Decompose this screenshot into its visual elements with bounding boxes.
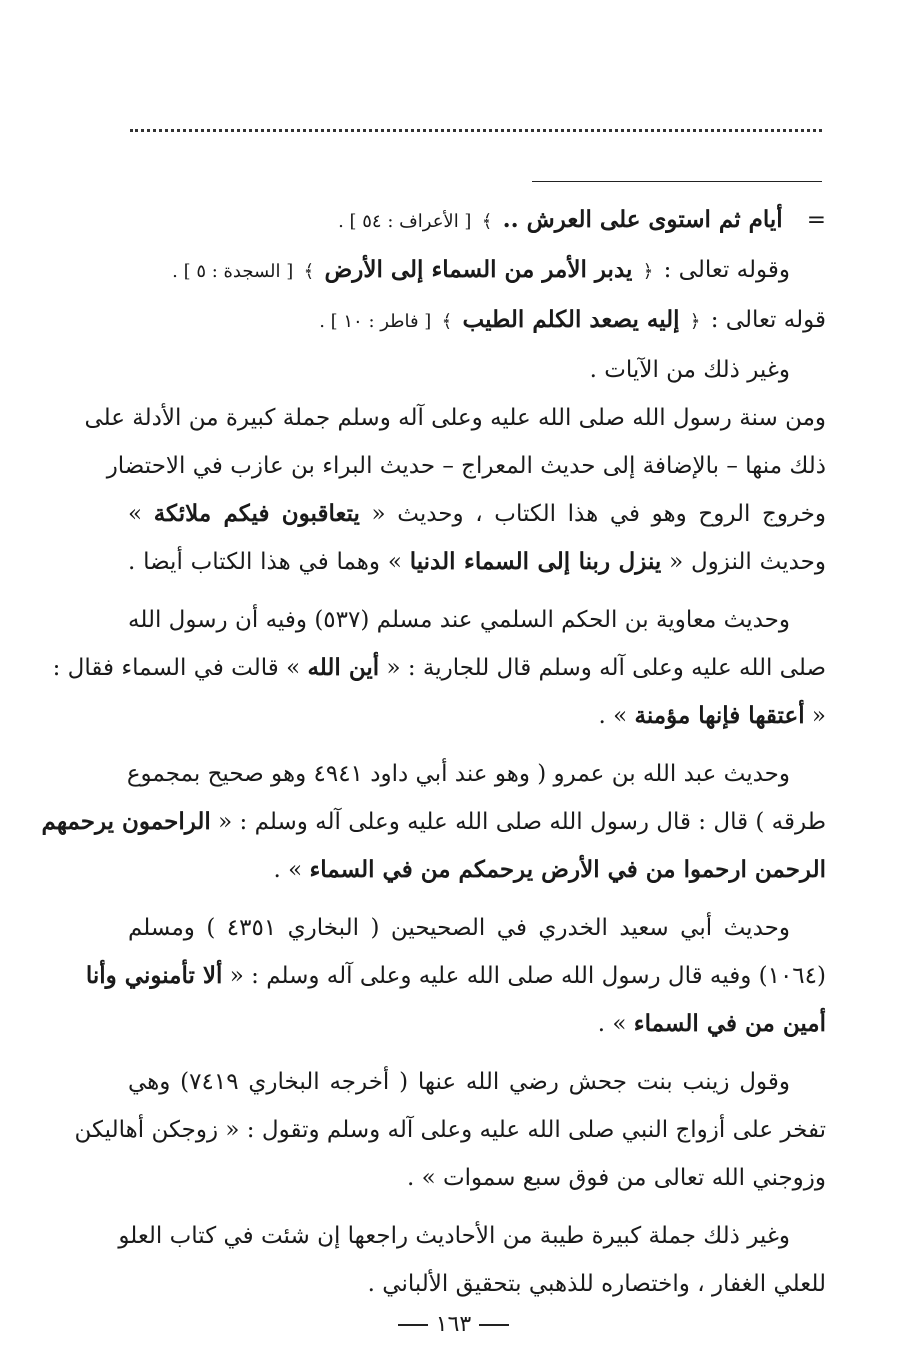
paragraph-zaynab-quote	[74, 1058, 826, 1202]
paragraph-muawiya-hadith	[52, 596, 826, 740]
quote-close: » .	[273, 857, 303, 883]
para3-line-2-end: » قالت في السماء فقال :	[52, 655, 301, 681]
paragraph-abu-said-hadith	[85, 904, 826, 1048]
quote-close: »	[128, 501, 143, 527]
verse-line-1	[128, 196, 826, 246]
paragraph-closing	[118, 1212, 826, 1308]
para6-line-3: وزوجني الله تعالى من فوق سبع سموات » .	[406, 1165, 826, 1191]
para5-line-2-text: (١٠٦٤) وفيه قال رسول الله صلى الله عليه وعلى آله وسلم : «	[229, 963, 826, 989]
para7-line-1: وغير ذلك جملة كبيرة طيبة من الأحاديث راجعها إن شئت في كتاب العلو	[118, 1223, 790, 1249]
ornate-bracket-close: ﴾	[441, 311, 453, 332]
paragraph-sunnah-evidence	[84, 394, 826, 586]
ornate-bracket-open: ﴿	[689, 311, 701, 332]
para2-line-4	[128, 538, 826, 586]
ornate-bracket-close: ﴾	[303, 261, 315, 282]
para3-line-1: وحديث معاوية بن الحكم السلمي عند مسلم (٥٣٧) وفيه أن رسول الله	[128, 607, 791, 633]
para3-line-2	[52, 644, 826, 692]
hadith-ayna-allah: أين الله	[307, 654, 380, 681]
hadith-nuzul: ينزل ربنا إلى السماء الدنيا	[409, 548, 662, 575]
verse-line-3	[128, 296, 826, 346]
quran-verses-block	[128, 196, 826, 394]
para2-line-2: ذلك منها – بالإضافة إلى حديث المعراج – حديث البراء بن عازب في الاحتضار	[106, 453, 826, 479]
paragraph-abdullah-hadith	[41, 750, 826, 894]
header-dotted-rule	[130, 129, 822, 132]
para7-line-2: للعلي الغفار ، واختصاره للذهبي بتحقيق الألباني .	[367, 1271, 826, 1297]
para5-line-3	[128, 1000, 826, 1048]
para5-line-1: وحديث أبي سعيد الخدري في الصحيحين ( البخاري ٤٣٥١ ) ومسلم	[128, 915, 790, 941]
hadith-rahimun-part2: الرحمن ارحموا من في الأرض يرحمكم من في السماء	[309, 856, 826, 883]
hadith-atiqha: أعتقها فإنها مؤمنة	[634, 702, 805, 729]
ornate-bracket-close: ﴾	[481, 211, 493, 232]
para3-line-3	[128, 692, 826, 740]
verse-text-sajda: يدبر الأمر من السماء إلى الأرض	[324, 256, 633, 283]
page-number-footer	[0, 1312, 907, 1337]
quote-open: «	[811, 703, 826, 729]
page-body	[41, 196, 826, 1318]
para2-line-4-end: » وهما في هذا الكتاب أيضا .	[128, 549, 402, 575]
para5-line-2	[85, 952, 826, 1000]
para6-line-1: وقول زينب بنت جحش رضي الله عنها ( أخرجه البخاري ٧٤١٩) وهي	[128, 1069, 790, 1095]
hadith-yataaqabun: يتعاقبون فيكم ملائكة	[153, 500, 360, 527]
quote-close: » .	[598, 703, 628, 729]
verse-intro-3: قوله تعالى :	[710, 307, 826, 333]
hadith-rahimun-part1: الراحمون يرحمهم	[41, 808, 211, 835]
continuation-mark: =	[806, 207, 826, 233]
hadith-ala-tamanuni-part2: أمين من في السماء	[633, 1010, 826, 1037]
page-number-dash-left	[398, 1324, 428, 1326]
quote-close: » .	[597, 1011, 627, 1037]
page-number-dash-right	[479, 1324, 509, 1326]
page-number: ١٦٣	[435, 1312, 472, 1337]
para4-line-2	[41, 798, 826, 846]
footnote-separator-rule	[532, 181, 822, 182]
verse-text-araf: أيام ثم استوى على العرش ..	[502, 206, 783, 233]
para2-line-4-text: وحديث النزول «	[669, 549, 826, 575]
para2-line-1: ومن سنة رسول الله صلى الله عليه وعلى آله وسلم جملة كبيرة من الأدلة على	[84, 405, 826, 431]
verse-intro-2: وقوله تعالى :	[663, 257, 790, 283]
hadith-ala-tamanuni-part1: ألا تأمنوني وأنا	[85, 962, 223, 989]
para4-line-1: وحديث عبد الله بن عمرو ( وهو عند أبي داود ٤٩٤١ وهو صحيح بمجموع	[126, 761, 790, 787]
para4-line-2-text: طرقه ) قال : قال رسول الله صلى الله عليه وعلى آله وسلم : «	[218, 809, 826, 835]
verse-source-fatir: [ فاطر : ١٠ ] .	[319, 311, 432, 332]
verse-source-araf: [ الأعراف : ٥٤ ] .	[338, 211, 472, 232]
verse-text-fatir: إليه يصعد الكلم الطيب	[462, 306, 680, 333]
verses-summary-line: وغير ذلك من الآيات .	[589, 357, 790, 383]
para6-line-2: تفخر على أزواج النبي صلى الله عليه وعلى آله وسلم وتقول : « زوجكن أهاليكن	[74, 1117, 826, 1143]
para2-line-3	[128, 490, 826, 538]
verse-source-sajda: [ السجدة : ٥ ] .	[172, 261, 294, 282]
ornate-bracket-open: ﴿	[642, 261, 654, 282]
para3-line-2-text: صلى الله عليه وعلى آله وسلم قال للجارية : «	[386, 655, 826, 681]
para4-line-3	[128, 846, 826, 894]
para2-line-3-text: وخروج الروح وهو في هذا الكتاب ، وحديث «	[371, 501, 826, 527]
verse-line-2	[128, 246, 826, 296]
